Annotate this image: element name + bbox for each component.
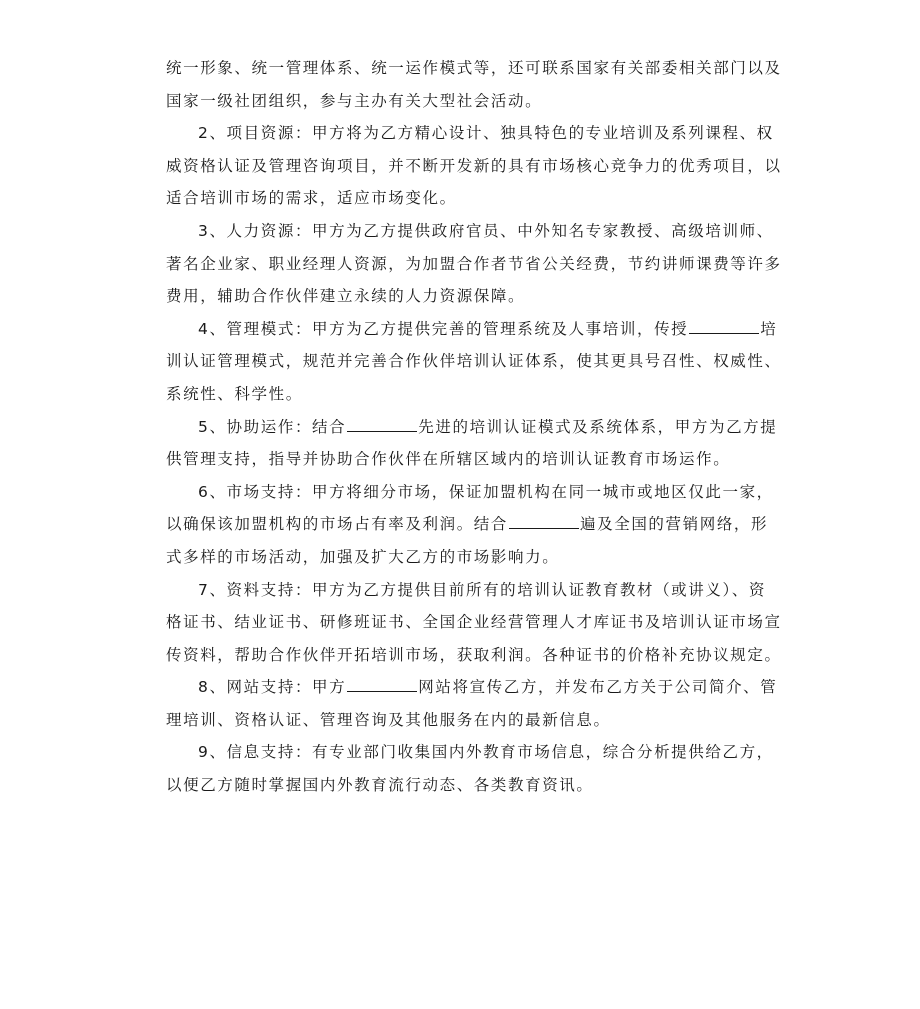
fill-in-blank[interactable]	[347, 413, 417, 432]
paragraph-first-line: 7、资料支持：甲方为乙方提供目前所有的培训认证教育教材（或讲义）、资	[198, 580, 767, 599]
text-line: 传资料，帮助合作伙伴开拓培训市场，获取利润。各种证书的价格补充协议规定。	[166, 645, 782, 664]
text-run: 遍及全国的营销网络，形	[580, 515, 769, 534]
text-line: 著名企业家、职业经理人资源，为加盟合作者节省公关经费，节约讲师课费等许多	[166, 254, 782, 273]
text-line: 系统性、科学性。	[166, 384, 303, 403]
paragraph-first-line	[166, 411, 778, 444]
text-line: 国家一级社团组织，参与主办有关大型社会活动。	[166, 91, 543, 110]
text-line: 理培训、资格认证、管理咨询及其他服务在内的最新信息。	[166, 710, 611, 729]
text-run: 网站将宣传乙方，并发布乙方关于公司简介、管	[418, 678, 778, 697]
fill-in-blank[interactable]	[509, 510, 579, 529]
paragraph-first-line: 9、信息支持：有专业部门收集国内外教育市场信息，综合分析提供给乙方，	[198, 743, 774, 762]
paragraph-first-line: 3、人力资源：甲方为乙方提供政府官员、中外知名专家教授、高级培训师、	[198, 221, 774, 240]
paragraph-first-line: 6、市场支持：甲方将细分市场，保证加盟机构在同一城市或地区仅此一家，	[198, 482, 774, 501]
paragraph-first-line: 2、项目资源：甲方将为乙方精心设计、独具特色的专业培训及系列课程、权	[198, 124, 774, 143]
text-line: 统一形象、统一管理体系、统一运作模式等，还可联系国家有关部委相关部门以及	[166, 59, 782, 77]
text-run: 先进的培训认证模式及系统体系，甲方为乙方提	[418, 417, 778, 436]
text-run: 培	[760, 319, 778, 338]
fill-in-blank[interactable]	[689, 315, 759, 334]
text-line: 式多样的市场活动，加强及扩大乙方的市场影响力。	[166, 547, 560, 566]
paragraph-first-line	[166, 671, 778, 704]
text-run: 8、网站支持：甲方	[198, 678, 347, 697]
text-line: 供管理支持，指导并协助合作伙伴在所辖区域内的培训认证教育市场运作。	[166, 450, 731, 469]
paragraph-first-line	[166, 313, 778, 346]
text-line: 费用，辅助合作伙伴建立永续的人力资源保障。	[166, 287, 526, 306]
document-body	[166, 52, 782, 802]
text-line: 威资格认证及管理咨询项目，并不断开发新的具有市场核心竞争力的优秀项目，以	[166, 156, 782, 175]
fill-in-blank[interactable]	[347, 673, 417, 692]
text-line	[166, 508, 769, 541]
text-line: 以便乙方随时掌握国内外教育流行动态、各类教育资讯。	[166, 776, 594, 795]
text-run: 4、管理模式：甲方为乙方提供完善的管理系统及人事培训，传授	[198, 319, 689, 338]
text-line: 训认证管理模式，规范并完善合作伙伴培训认证体系，使其更具号召性、权威性、	[166, 352, 782, 371]
text-run: 5、协助运作：结合	[198, 417, 347, 436]
text-line: 格证书、结业证书、研修班证书、全国企业经营管理人才库证书及培训认证市场宣	[166, 613, 782, 632]
text-run: 以确保该加盟机构的市场占有率及利润。结合	[166, 515, 509, 534]
text-line: 适合培训市场的需求，适应市场变化。	[166, 189, 457, 208]
